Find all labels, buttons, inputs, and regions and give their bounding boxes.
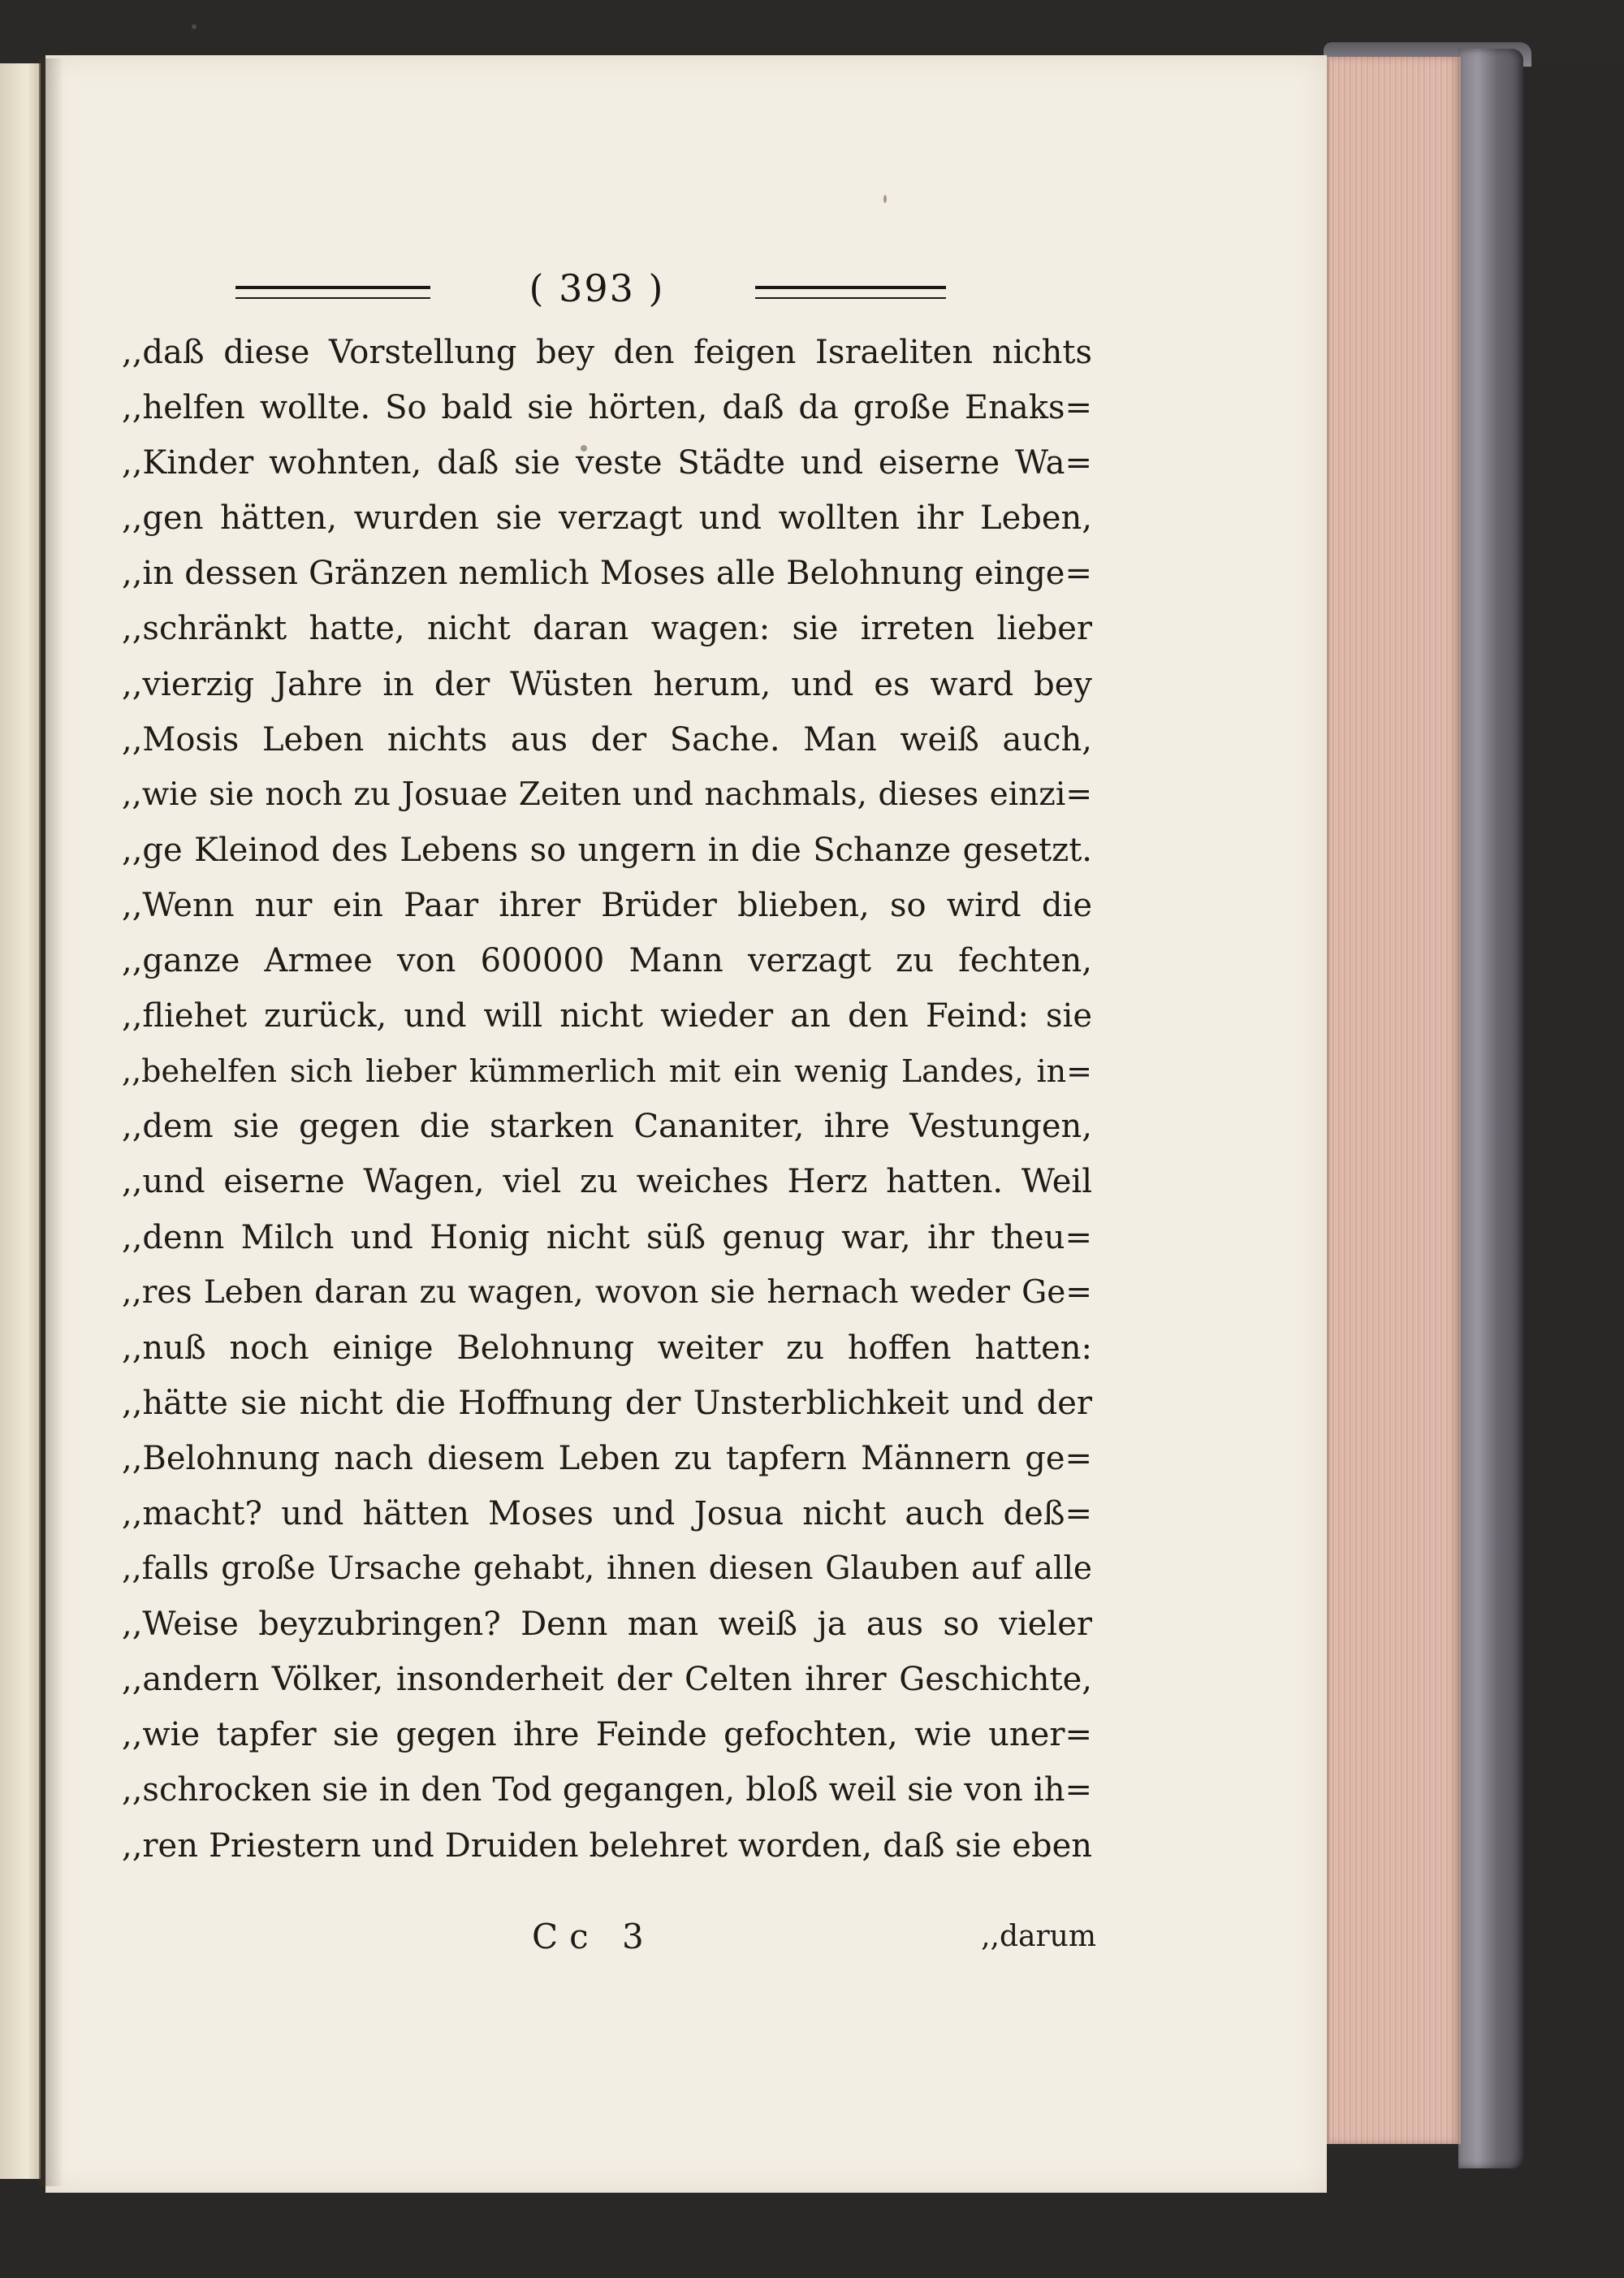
gutter-shadow [39, 58, 63, 2186]
text-line: ,,und eiserne Wagen, viel zu weiches Herz hatten. Weil [122, 1163, 1092, 1201]
header-rule-right [755, 286, 946, 299]
text-line: ,,vierzig Jahre in der Wüsten herum, und es ward bey [122, 665, 1092, 703]
text-line: ,,res Leben daran zu wagen, wovon sie hernach weder Ge= [122, 1273, 1092, 1311]
text-line: ,,falls große Ursache gehabt, ihnen diesen Glauben auf alle [122, 1550, 1092, 1588]
text-line: ,,denn Milch und Honig nicht süß genug war, ihr theu= [122, 1218, 1092, 1256]
page-header [235, 266, 958, 315]
text-line: ,,gen hätten, wurden sie verzagt und wollten ihr Leben, [122, 499, 1092, 538]
text-line: ,,in dessen Gränzen nemlich Moses alle Belohnung einge= [122, 555, 1092, 593]
dust-speck [883, 195, 887, 203]
text-line: ,,Kinder wohnten, daß sie veste Städte und eiserne Wa= [122, 444, 1092, 482]
text-line: ,,schrocken sie in den Tod gegangen, bloß weil sie von ih= [122, 1771, 1092, 1809]
text-line: ,,dem sie gegen die starken Cananiter, ihre Vestungen, [122, 1108, 1092, 1146]
book-spine-cover [1458, 49, 1523, 2168]
catchword: ,,darum [981, 1920, 1096, 1953]
page-footer [122, 1917, 1096, 1965]
text-line: ,,macht? und hätten Moses und Josua nicht auch deß= [122, 1494, 1092, 1532]
text-line: ,,ren Priestern und Druiden belehret worden, daß sie eben [122, 1826, 1092, 1865]
text-line: ,,Belohnung nach diesem Leben zu tapfern Männern ge= [122, 1439, 1092, 1477]
text-line: ,,wie tapfer sie gegen ihre Feinde gefochten, wie uner= [122, 1716, 1092, 1754]
text-line: ,,nuß noch einige Belohnung weiter zu hoffen hatten: [122, 1329, 1092, 1367]
signature-mark: Cc 3 [532, 1917, 655, 1956]
text-line: ,,andern Völker, insonderheit der Celten ihrer Geschichte, [122, 1661, 1092, 1699]
facing-page-edge [0, 63, 41, 2179]
text-line: ,,Wenn nur ein Paar ihrer Brüder blieben, so wird die [122, 886, 1092, 924]
page-number: ( 393 ) [529, 266, 665, 310]
text-line: ,,helfen wollte. So bald sie hörten, daß da große Enaks= [122, 389, 1092, 427]
header-rule-left [235, 286, 430, 299]
text-line: ,,ganze Armee von 600000 Mann verzagt zu fechten, [122, 942, 1092, 980]
dust-speck [192, 24, 197, 29]
text-line: ,,schränkt hatte, nicht daran wagen: sie irreten lieber [122, 610, 1092, 648]
text-line: ,,behelfen sich lieber kümmerlich mit ein wenig Landes, in= [122, 1053, 1092, 1090]
body-text [122, 325, 1092, 1874]
text-line: ,,ge Kleinod des Lebens so ungern in die Schanze gesetzt. [122, 831, 1092, 869]
book-page-edges [1327, 57, 1461, 2144]
text-line: ,,daß diese Vorstellung bey den feigen Israeliten nichts [122, 334, 1092, 371]
text-line: ,,Weise beyzubringen? Denn man weiß ja aus so vieler [122, 1606, 1092, 1644]
text-line: ,,hätte sie nicht die Hoffnung der Unsterblichkeit und der [122, 1384, 1092, 1422]
text-line: ,,Mosis Leben nichts aus der Sache. Man weiß auch, [122, 720, 1092, 759]
text-line: ,,wie sie noch zu Josuae Zeiten und nachmals, dieses einzi= [122, 776, 1092, 813]
text-line: ,,fliehet zurück, und will nicht wieder an den Feind: sie [122, 997, 1092, 1035]
